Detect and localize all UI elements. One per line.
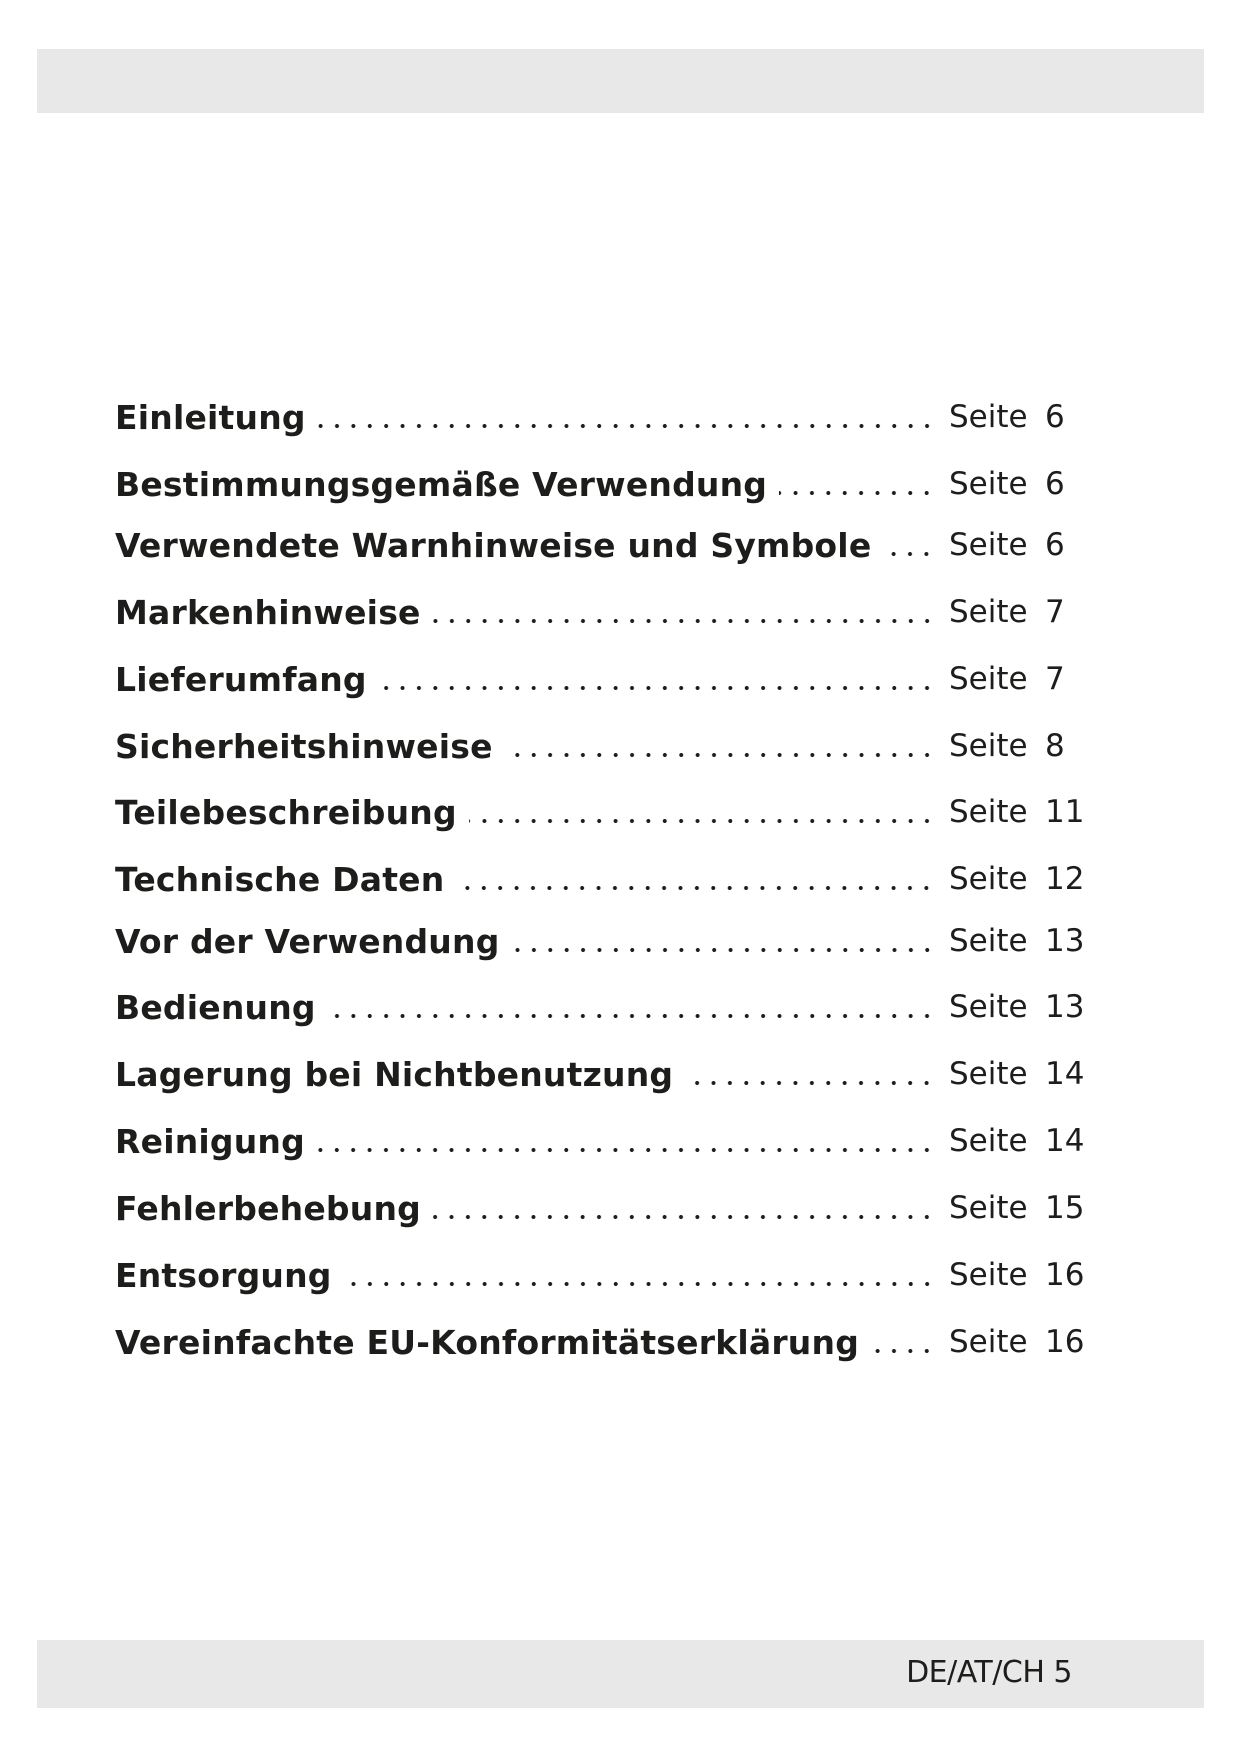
toc-entry[interactable] xyxy=(115,1250,1115,1300)
toc-entry[interactable] xyxy=(115,854,1115,904)
toc-entry[interactable] xyxy=(115,721,1115,771)
toc-seite-label: Seite xyxy=(949,527,1028,563)
toc-seite-label: Seite xyxy=(949,466,1028,502)
toc-page-number: 16 xyxy=(1045,1324,1085,1360)
toc-seite-label: Seite xyxy=(949,923,1028,959)
toc-entry[interactable] xyxy=(115,1049,1115,1099)
toc-seite-label: Seite xyxy=(949,794,1028,830)
toc-dot-leader xyxy=(344,1280,935,1288)
toc-seite-label: Seite xyxy=(949,1123,1028,1159)
toc-entry[interactable] xyxy=(115,654,1115,704)
toc-seite-label: Seite xyxy=(949,1056,1028,1092)
toc-entry[interactable] xyxy=(115,916,1115,966)
toc-page-number: 6 xyxy=(1045,527,1065,563)
toc-entry-title: Vereinfachte EU-Konformitätserklärung xyxy=(115,1322,860,1362)
toc-entry[interactable] xyxy=(115,1183,1115,1233)
toc-entry-title: Bedienung xyxy=(115,987,316,1027)
toc-entry[interactable] xyxy=(115,1116,1115,1166)
toc-entry[interactable] xyxy=(115,459,1115,509)
toc-dot-leader xyxy=(318,422,935,430)
toc-entry[interactable] xyxy=(115,392,1115,442)
header-band xyxy=(37,49,1204,113)
toc-seite-label: Seite xyxy=(949,1324,1028,1360)
toc-seite-label: Seite xyxy=(949,1190,1028,1226)
toc-seite-label: Seite xyxy=(949,728,1028,764)
toc-entry-title: Lagerung bei Nichtbenutzung xyxy=(115,1054,674,1094)
toc-dot-leader xyxy=(317,1146,935,1154)
toc-page-number: 14 xyxy=(1045,1056,1085,1092)
page-footer-label: DE/AT/CH 5 xyxy=(906,1655,1072,1690)
toc-seite-label: Seite xyxy=(949,661,1028,697)
toc-entry-title: Technische Daten xyxy=(115,859,445,899)
toc-dot-leader xyxy=(456,884,935,892)
toc-page-number: 16 xyxy=(1045,1257,1085,1293)
toc-entry-title: Markenhinweise xyxy=(115,592,421,632)
toc-page-number: 13 xyxy=(1045,923,1085,959)
toc-entry-title: Lieferumfang xyxy=(115,659,367,699)
toc-entry[interactable] xyxy=(115,982,1115,1032)
toc-page-number: 7 xyxy=(1045,594,1065,630)
toc-page-number: 11 xyxy=(1045,794,1085,830)
toc-entry-title: Vor der Verwendung xyxy=(115,921,500,961)
toc-page-number: 12 xyxy=(1045,861,1085,897)
toc-seite-label: Seite xyxy=(949,861,1028,897)
toc-dot-leader xyxy=(512,946,935,954)
toc-seite-label: Seite xyxy=(949,399,1028,435)
toc-page-number: 6 xyxy=(1045,466,1065,502)
toc-dot-leader xyxy=(685,1079,935,1087)
toc-dot-leader xyxy=(328,1012,935,1020)
toc-page-number: 15 xyxy=(1045,1190,1085,1226)
toc-page-number: 6 xyxy=(1045,399,1065,435)
toc-dot-leader xyxy=(871,1347,935,1355)
toc-entry[interactable] xyxy=(115,520,1115,570)
toc-dot-leader xyxy=(433,1213,935,1221)
toc-page-number: 8 xyxy=(1045,728,1065,764)
toc-dot-leader xyxy=(883,550,935,558)
toc-seite-label: Seite xyxy=(949,594,1028,630)
toc-dot-leader xyxy=(469,817,935,825)
toc-entry-title: Entsorgung xyxy=(115,1255,332,1295)
toc-entry-title: Sicherheitshinweise xyxy=(115,726,493,766)
toc-entry-title: Einleitung xyxy=(115,397,306,437)
toc-dot-leader xyxy=(433,617,935,625)
toc-page-number: 7 xyxy=(1045,661,1065,697)
toc-entry[interactable] xyxy=(115,1317,1115,1367)
toc-entry-title: Verwendete Warnhinweise und Symbole xyxy=(115,525,872,565)
toc-dot-leader xyxy=(779,489,935,497)
toc-entry-title: Teilebeschreibung xyxy=(115,792,457,832)
toc-page-number: 14 xyxy=(1045,1123,1085,1159)
toc-entry-title: Bestimmungsgemäße Verwendung xyxy=(115,464,768,504)
toc-seite-label: Seite xyxy=(949,989,1028,1025)
toc-dot-leader xyxy=(379,684,935,692)
toc-seite-label: Seite xyxy=(949,1257,1028,1293)
toc-dot-leader xyxy=(505,751,935,759)
toc-entry-title: Fehlerbehebung xyxy=(115,1188,421,1228)
toc-entry-title: Reinigung xyxy=(115,1121,305,1161)
toc-entry[interactable] xyxy=(115,587,1115,637)
toc-page-number: 13 xyxy=(1045,989,1085,1025)
toc-entry[interactable] xyxy=(115,787,1115,837)
